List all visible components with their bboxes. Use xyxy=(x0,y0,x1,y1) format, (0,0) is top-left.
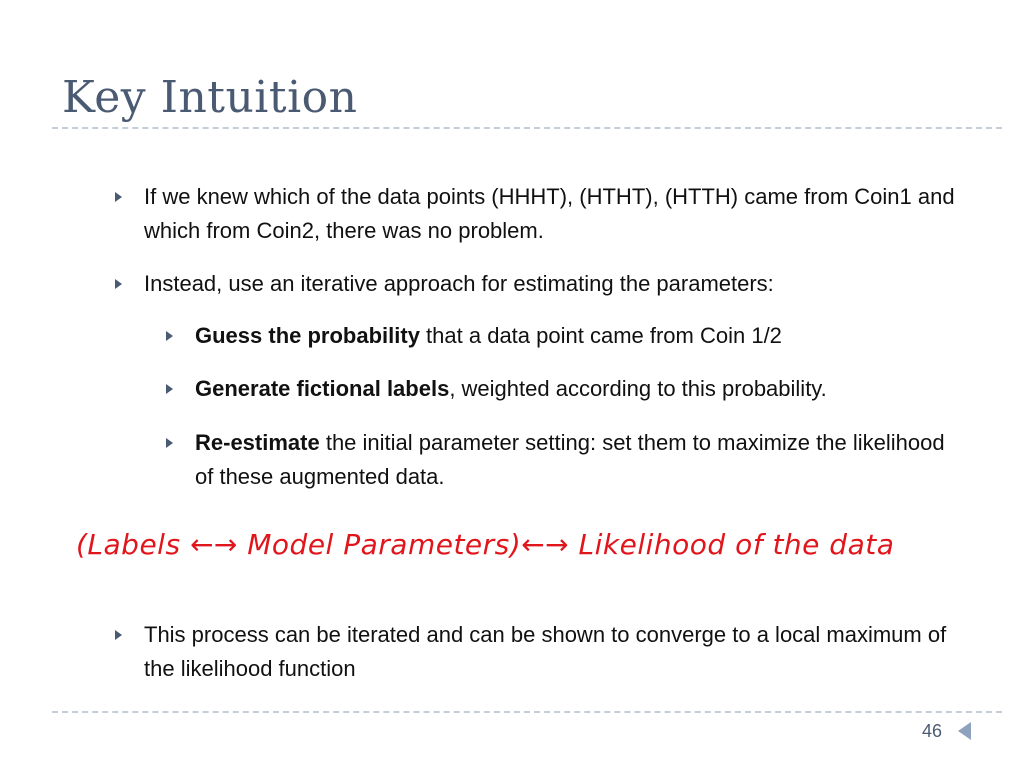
bullet-triangle-icon xyxy=(166,438,173,448)
bullet-text: This process can be iterated and can be shown to converge to a local maximum of the likelihood function xyxy=(144,622,947,681)
sub-bullet-bold-text: Re-estimate xyxy=(195,430,320,455)
bullet-triangle-icon xyxy=(115,630,122,640)
bullet-triangle-icon xyxy=(115,279,122,289)
sub-bullet-generate xyxy=(195,372,995,406)
bullet-triangle-icon xyxy=(166,331,173,341)
sub-bullet-reestimate xyxy=(195,426,965,494)
bullet-triangle-icon xyxy=(166,384,173,394)
bullet-text: If we knew which of the data points (HHHT), (HTHT), (HTTH) came from Coin1 and which from Coin2, there was no problem. xyxy=(144,184,955,243)
relation-formula: (Labels ←→ Model Parameters)←→ Likelihood of the data xyxy=(76,528,895,561)
slide-title: Key Intuition xyxy=(62,72,358,123)
bullet-iterative-approach xyxy=(144,267,974,301)
bullet-known-sources xyxy=(144,180,974,248)
bullet-triangle-icon xyxy=(115,192,122,202)
bullet-text: Instead, use an iterative approach for estimating the parameters: xyxy=(144,271,774,296)
bullet-convergence xyxy=(144,618,974,686)
sub-bullet-text: the initial parameter setting: set them to maximize the likelihood of these augmented data. xyxy=(195,430,945,489)
sub-bullet-text: that a data point came from Coin 1/2 xyxy=(419,323,782,348)
page-number: 46 xyxy=(922,721,943,741)
sub-bullet-bold-text: Generate fictional labels xyxy=(195,376,450,401)
footer-divider xyxy=(52,711,1002,713)
sub-bullet-guess xyxy=(195,319,985,353)
sub-bullet-text: , weighted according to this probability. xyxy=(449,376,827,401)
previous-slide-icon[interactable] xyxy=(958,722,971,740)
title-divider xyxy=(52,127,1002,129)
sub-bullet-bold-text: Guess the probability xyxy=(195,323,420,348)
